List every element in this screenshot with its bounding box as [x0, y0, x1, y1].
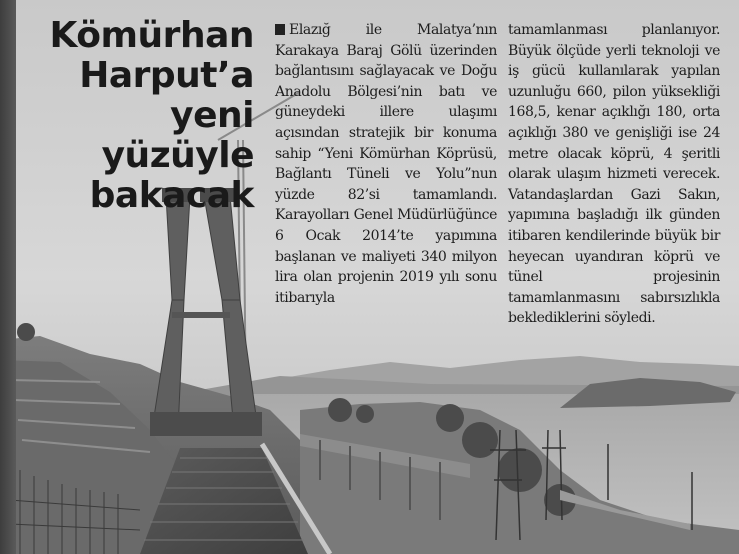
headline-line-2: Harput’a	[79, 55, 254, 96]
headline	[22, 16, 254, 216]
article-column-1-text: Elazığ ile Malatya’nın Karakaya Baraj Gölü üzerinden bağlantısını sağlayacak ve Doğu Anadolu Bölgesi’nin batı ve güneydeki illere ulaşımı açısından stratejik bir konuma sahip “Yeni Kömürhan Köprüsü, Bağlantı Tüneli ve Yolu”nun yüzde 82’si tamamlandı. Karayolları Genel Müdürlüğünce 6 Ocak 2014’te yapımına başlanan ve maliyeti 340 milyon lira olan projenin 2019 yılı sonu itibarıyla	[275, 22, 497, 306]
bullet-square-icon	[275, 24, 285, 35]
headline-line-3: yeni yüzüyle	[101, 95, 254, 176]
article-column-2	[508, 20, 720, 329]
article-column-2-text: tamamlanması planlanıyor. Büyük ölçüde yerli teknoloji ve iş gücü kullanılarak yapılan uzunluğu 660, pilon yüksekliği 168,5, kenar açıklığı 180, orta açıklığı 380 ve genişliği ise 24 metre olacak köprü, 4 şeritli olarak ulaşım hizmeti verecek. Vatandaşlardan Gazi Sakın, yapımına başladığı ilk günden itibaren kendilerinde büyük bir heyecan uyandıran köprü ve tünel projesinin tamamlanmasını sabırsızlıkla beklediklerini söyledi.	[508, 22, 720, 327]
headline-line-4: bakacak	[89, 175, 254, 216]
article-column-1	[275, 20, 497, 308]
adjacent-photo-edge	[0, 0, 16, 554]
headline-line-1: Kömürhan	[49, 15, 254, 56]
